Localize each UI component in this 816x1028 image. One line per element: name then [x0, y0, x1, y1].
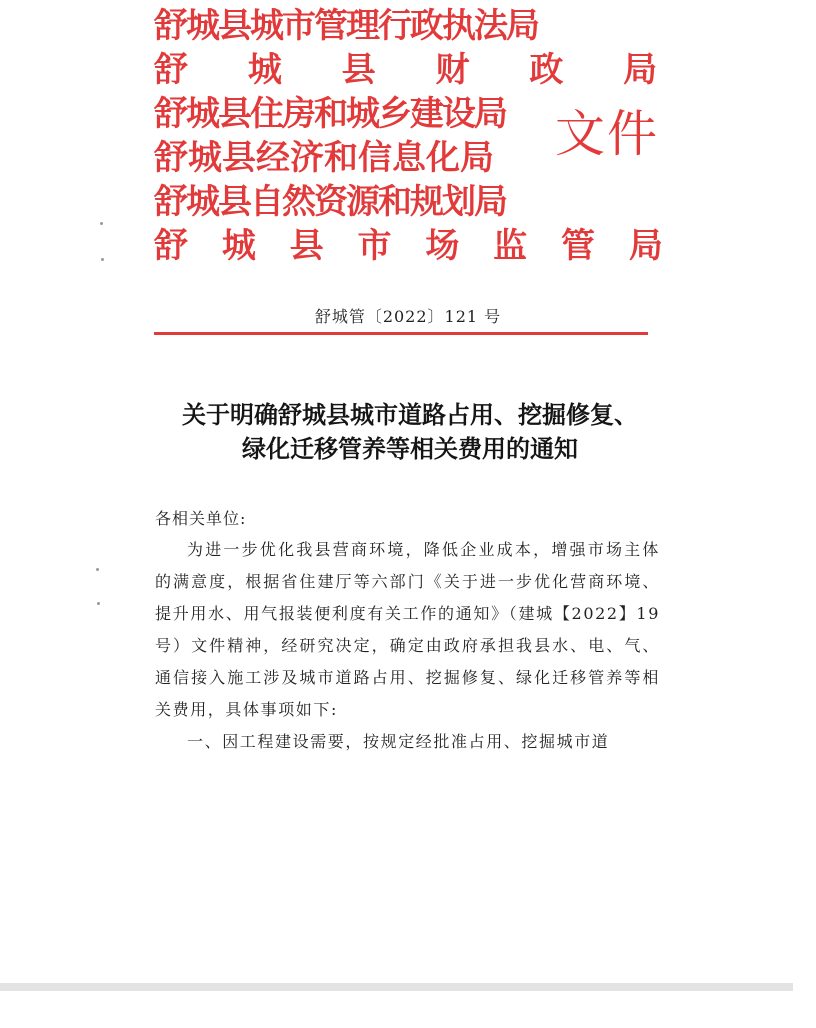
- issuer-economy-information: 舒城县经济和信息化局: [154, 138, 494, 178]
- scan-speck: [96, 568, 99, 571]
- issuer-market-supervision: 舒 城 县 市 场 监 管 局: [154, 226, 674, 266]
- page-bottom-edge: [0, 983, 793, 991]
- red-divider: [154, 332, 648, 335]
- body-paragraph-2: 一、因工程建设需要，按规定经批准占用、挖掘城市道: [187, 732, 610, 751]
- document-type-label: 文件: [555, 105, 659, 163]
- document-body: [155, 534, 660, 758]
- body-paragraph-1: 为进一步优化我县营商环境，降低企业成本，增强市场主体的满意度，根据省住建厅等六部门《关于进一步优化营商环境、提升用水、用气报装便利度有关工作的通知》（建城【2022】19 号）文件精神，经研究决定，确定由政府承担我县水、电、气、通信接入施工涉及城市道路占用、挖掘修复、绿化迁移管养等相关费用，具体事项如下:: [155, 540, 660, 719]
- scan-speck: [101, 258, 104, 261]
- title-line-1: 关于明确舒城县城市道路占用、挖掘修复、: [182, 400, 638, 429]
- issuer-finance-bureau: 舒 城 县 财 政 局: [154, 50, 682, 90]
- scan-speck: [100, 222, 103, 225]
- document-title: [140, 398, 680, 466]
- scan-speck: [97, 602, 100, 605]
- issuer-housing-construction: 舒城县住房和城乡建设局: [154, 94, 506, 134]
- title-line-2: 绿化迁移管养等相关费用的通知: [242, 434, 578, 463]
- issuer-urban-management: 舒城县城市管理行政执法局: [154, 6, 538, 46]
- salutation: 各相关单位:: [155, 509, 247, 528]
- issuer-natural-resources: 舒城县自然资源和规划局: [154, 182, 506, 222]
- document-number: 舒城管〔2022〕121 号: [314, 307, 502, 326]
